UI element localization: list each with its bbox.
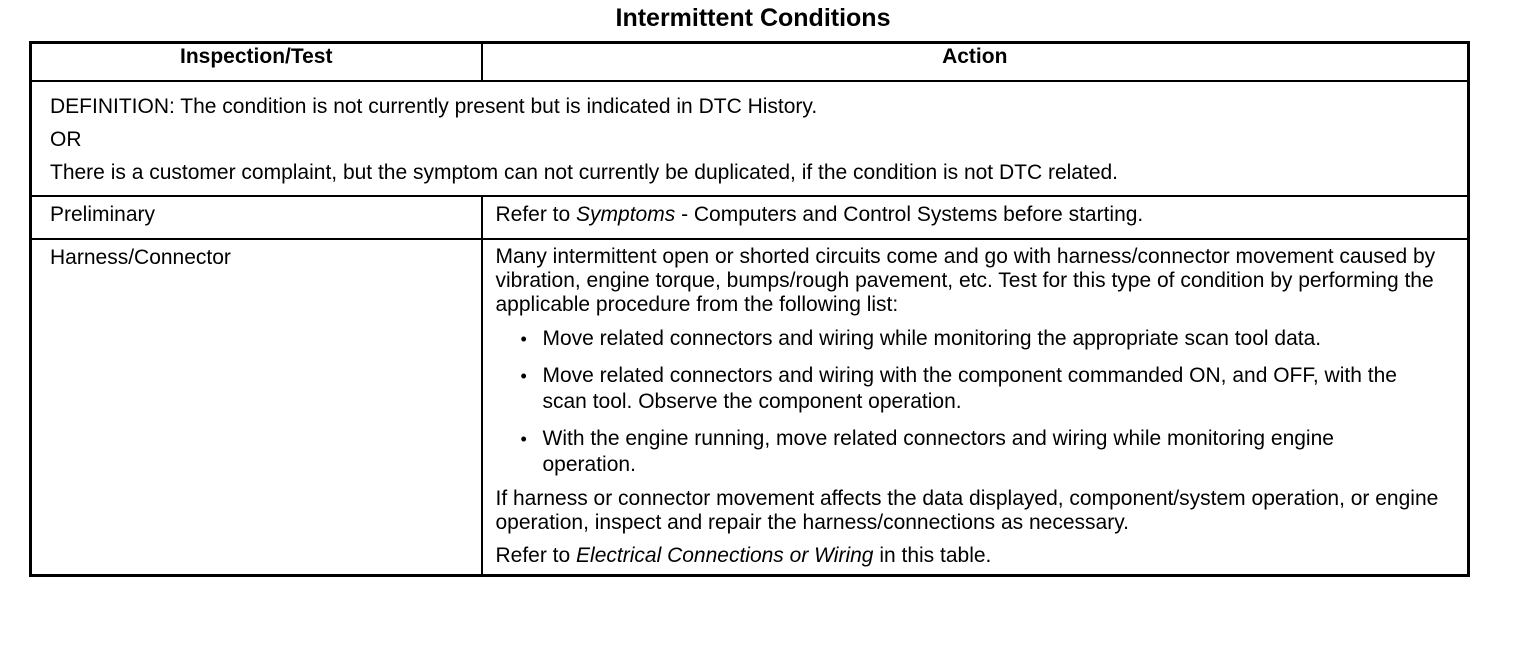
table-row [31, 196, 1469, 239]
list-item [496, 426, 1456, 478]
column-header-action: Action [482, 43, 1469, 82]
definition-cell [31, 81, 1469, 196]
action-followup-text: If harness or connector movement affects the data displayed, component/system operation, or engine operation, inspect and repair the harness/connections as necessary. [495, 487, 1439, 534]
procedure-list [496, 326, 1456, 478]
bullet-icon: • [520, 429, 527, 449]
electrical-connections-reference: Electrical Connections or Wiring [576, 544, 874, 567]
symptoms-reference: Symptoms [576, 203, 676, 226]
table-header-row [31, 43, 1469, 82]
list-item-text: Move related connectors and wiring while monitoring the appropriate scan tool data. [542, 327, 1322, 350]
inspection-test-cell: Harness/Connector [31, 239, 482, 576]
list-item-text: Move related connectors and wiring with the component commanded ON, and OFF, with the scan tool. Observe the component operation. [542, 364, 1397, 413]
definition-alternate: There is a customer complaint, but the symptom can not currently be duplicated, if the condition is not DTC related. [50, 161, 1119, 184]
action-text: - Computers and Control Systems before starting. [675, 203, 1144, 226]
action-cell [482, 196, 1469, 239]
definition-row [31, 81, 1469, 196]
column-header-inspection-test: Inspection/Test [31, 43, 482, 82]
list-item [496, 363, 1456, 415]
intermittent-conditions-table [29, 41, 1470, 577]
definition-or: OR [50, 128, 82, 151]
inspection-test-cell: Preliminary [31, 196, 482, 239]
bullet-icon: • [520, 366, 527, 386]
list-item-text: With the engine running, move related connectors and wiring while monitoring engine operation. [542, 427, 1334, 476]
action-text: Refer to [495, 203, 577, 226]
reference-prefix: Refer to [495, 544, 577, 567]
action-cell [482, 239, 1469, 576]
list-item [496, 326, 1456, 352]
action-reference-line [496, 544, 1456, 568]
reference-suffix: in this table. [873, 544, 992, 567]
page-title: Intermittent Conditions [615, 4, 891, 32]
definition-text: DEFINITION: The condition is not currently present but is indicated in DTC History. [50, 95, 818, 118]
bullet-icon: • [520, 329, 527, 349]
table-row [31, 239, 1469, 576]
action-intro-text: Many intermittent open or shorted circuits come and go with harness/connector movement caused by vibration, engine torque, bumps/rough pavement, etc. Test for this type of condition by performing the applicable procedure from the following list: [495, 245, 1436, 316]
